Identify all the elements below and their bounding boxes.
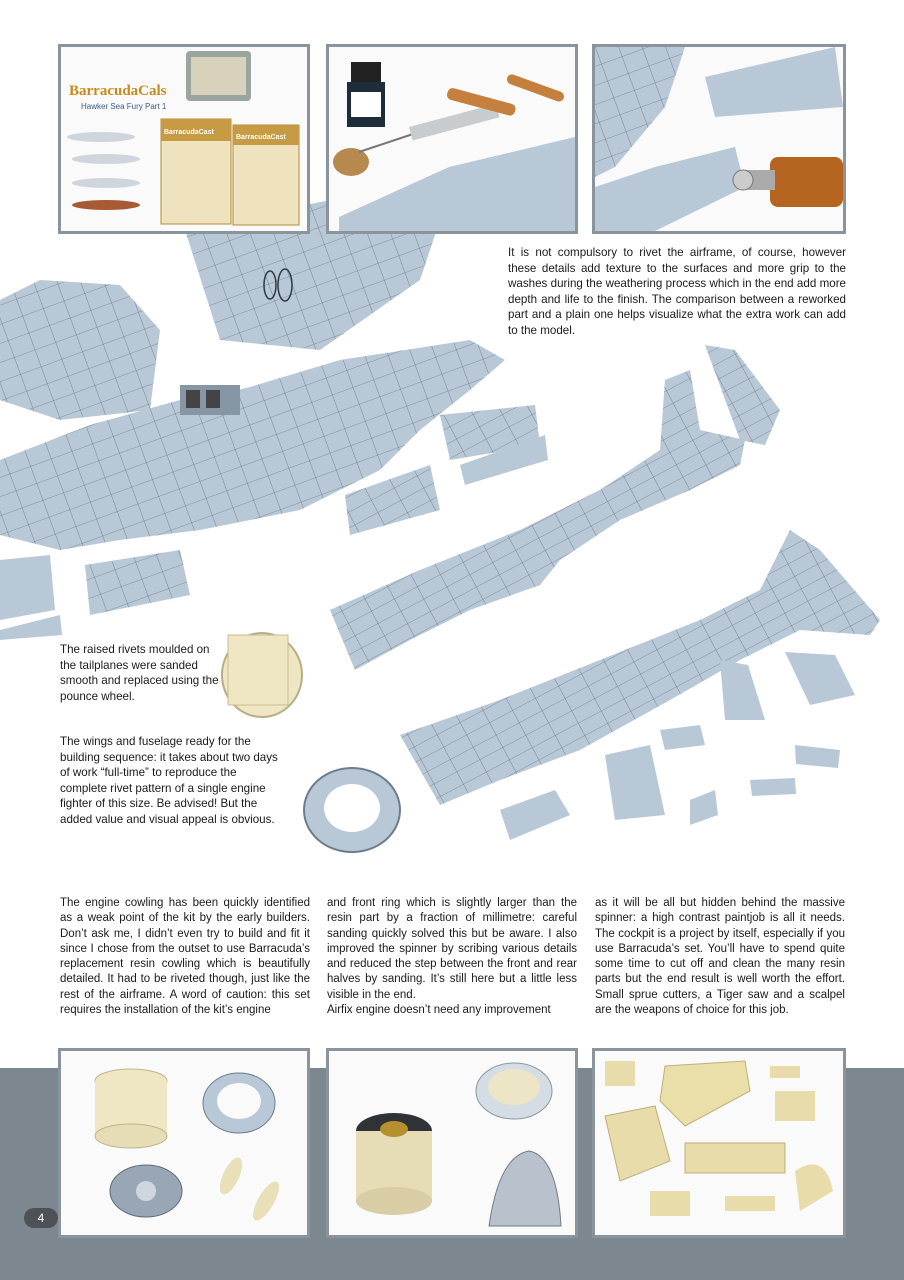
photo-resin-cowling — [58, 1048, 310, 1238]
resin-card-label-2: BarracudaCast — [236, 134, 286, 141]
photo-aftermarket-sets — [58, 44, 310, 234]
body-column-2-paragraph-1: and front ring which is slightly larger than the resin part by a fraction of millimetre: careful sanding quickly solved this but be aware. I also improved the spinner by scribing various details and reduced the step between the front and rear halves by sanding. It’s still here but a little less visible in the end. — [327, 897, 577, 1001]
photo-riveting-tools — [326, 44, 578, 234]
caption-riveting: It is not compulsory to rivet the airframe, of course, however these details add texture to the surfaces and more grip to the washes during the weathering process which in the end add more depth and life to the finish. The comparison between a reworked part and a plain one helps visualize what the extra work can add to the model. — [508, 246, 846, 337]
wing-lower-pieces — [0, 550, 190, 640]
body-column-3: as it will be all but hidden behind the massive spinner: a high contrast paintjob is all it needs. The cockpit is a project by itself, especially if you use Barracuda’s set. You’ll have to spend quite some time to cut off and clean the many resin parts but the end result is well worth the effort. Small sprue cutters, a Tiger saw and a scalpel are the weapons of choice for this job. — [595, 897, 845, 1017]
photo-engine-spinner — [326, 1048, 578, 1238]
resin-card-label-1: BarracudaCast — [164, 129, 214, 136]
page-number: 4 — [24, 1208, 58, 1228]
caption-tailplanes: The raised rivets moulded on the tailplanes were sanded smooth and replaced using the pounce wheel. — [60, 643, 219, 703]
barracuda-logo: BarracudaCals — [69, 83, 167, 99]
decal-subtitle: Hawker Sea Fury Part 1 — [81, 102, 167, 111]
wing-panel-upper-left — [0, 280, 160, 420]
body-column-2-paragraph-2: Airfix engine doesn’t need any improvement — [327, 1004, 551, 1017]
photo-cockpit-parts — [592, 1048, 846, 1238]
body-column-2 — [327, 896, 577, 1018]
caption-wings: The wings and fuselage ready for the building sequence: it takes about two days of work “full-time” to reproduce the complete rivet pattern of a single engine fighter of this size. Be advised! But the added value and visual appeal is obvious. — [60, 735, 278, 826]
body-column-1: The engine cowling has been quickly identified as a weak point of the kit by the early builders. Don’t ask me, I didn’t even try to build and fit it since I chose from the outset to use Barracuda’s replacement resin cowling which is beautifully detailed. It had to be riveted though, just like the rest of the airframe. A word of caution: this set requires the installation of the kit’s engine — [60, 897, 310, 1017]
photo-pounce-wheel — [592, 44, 846, 234]
